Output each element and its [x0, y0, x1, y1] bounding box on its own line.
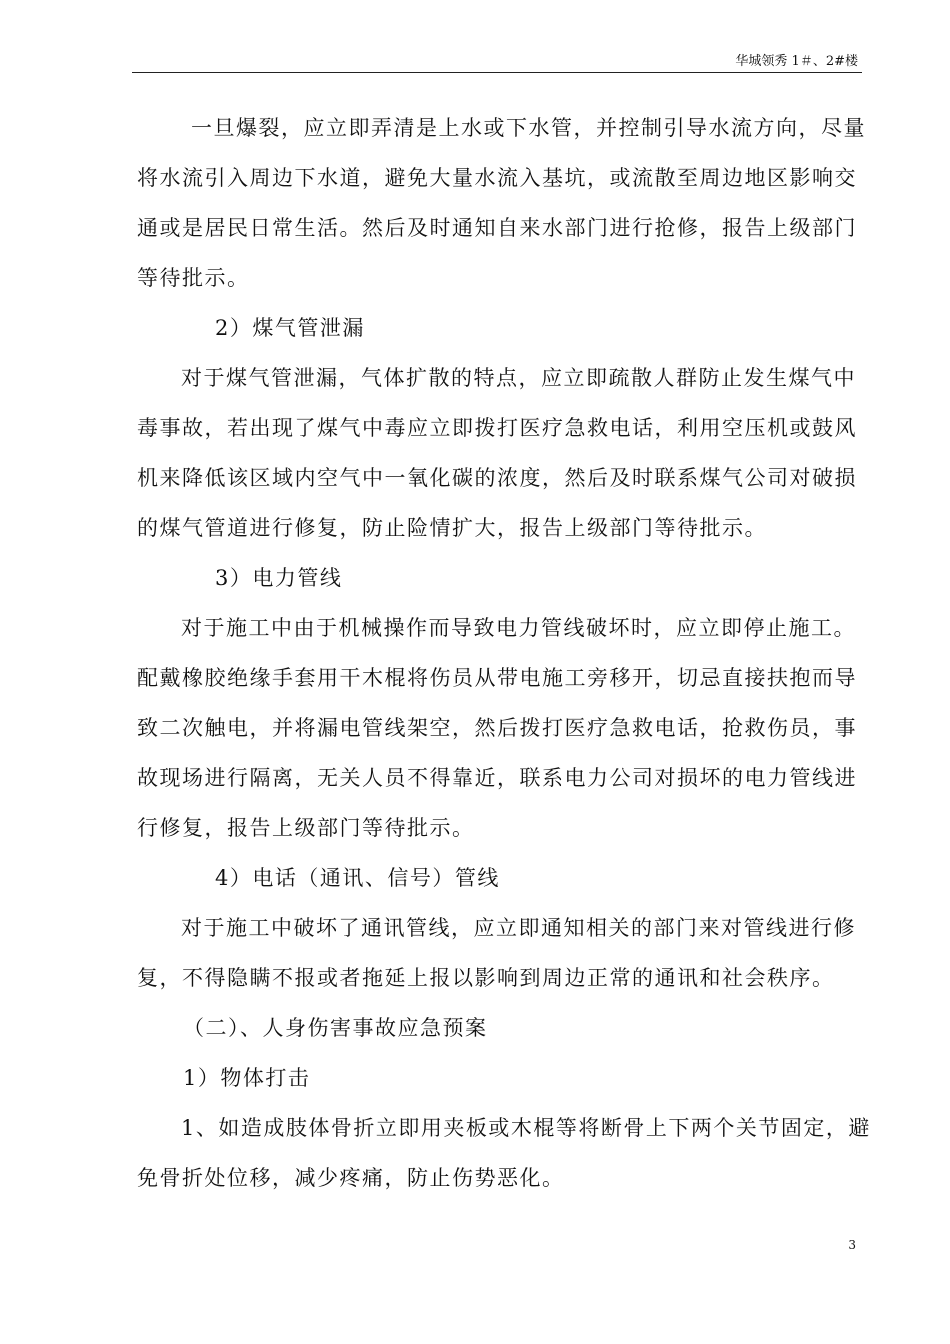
header-title: 华城领秀 1＃、2#楼: [735, 54, 858, 69]
page-number: 3: [848, 1238, 856, 1252]
section-heading-telecom-lines: 4）电话（通讯、信号）管线: [215, 866, 500, 890]
paragraph-line: 免骨折处位移，减少疼痛，防止伤势恶化。: [137, 1166, 565, 1190]
paragraph-line: 机来降低该区域内空气中一氧化碳的浓度，然后及时联系煤气公司对破损: [137, 466, 857, 490]
page-header: [132, 50, 862, 73]
paragraph-line: 配戴橡胶绝缘手套用干木棍将伤员从带电施工旁移开，切忌直接扶抱而导: [137, 666, 857, 690]
paragraph-line: 行修复，报告上级部门等待批示。: [137, 816, 475, 840]
section-heading-personal-injury: （二）、人身伤害事故应急预案: [183, 1016, 488, 1040]
paragraph-line: 复，不得隐瞒不报或者拖延上报以影响到周边正常的通讯和社会秩序。: [137, 966, 835, 990]
paragraph-line: 将水流引入周边下水道，避免大量水流入基坑，或流散至周边地区影响交: [137, 166, 857, 190]
section-heading-gas-leak: 2）煤气管泄漏: [215, 316, 365, 340]
paragraph-line: 1、如造成肢体骨折立即用夹板或木棍等将断骨上下两个关节固定，避: [181, 1116, 871, 1140]
section-heading-power-lines: 3）电力管线: [215, 566, 343, 590]
paragraph-line: 致二次触电，并将漏电管线架空，然后拨打医疗急救电话，抢救伤员，事: [137, 716, 857, 740]
paragraph-line: 等待批示。: [137, 266, 250, 290]
paragraph-line: 毒事故，若出现了煤气中毒应立即拨打医疗急救电话，利用空压机或鼓风: [137, 416, 857, 440]
paragraph-line: 故现场进行隔离，无关人员不得靠近，联系电力公司对损坏的电力管线进: [137, 766, 857, 790]
section-heading-object-strike: 1）物体打击: [183, 1066, 311, 1090]
paragraph-line: 对于施工中破坏了通讯管线，应立即通知相关的部门来对管线进行修: [181, 916, 856, 940]
paragraph-line: 一旦爆裂，应立即弄清是上水或下水管，并控制引导水流方向，尽量: [191, 116, 866, 140]
paragraph-line: 的煤气管道进行修复，防止险情扩大，报告上级部门等待批示。: [137, 516, 767, 540]
paragraph-line: 对于煤气管泄漏，气体扩散的特点，应立即疏散人群防止发生煤气中: [181, 366, 856, 390]
paragraph-line: 通或是居民日常生活。然后及时通知自来水部门进行抢修，报告上级部门: [137, 216, 857, 240]
paragraph-line: 对于施工中由于机械操作而导致电力管线破坏时，应立即停止施工。: [181, 616, 856, 640]
document-body: [137, 103, 871, 1203]
